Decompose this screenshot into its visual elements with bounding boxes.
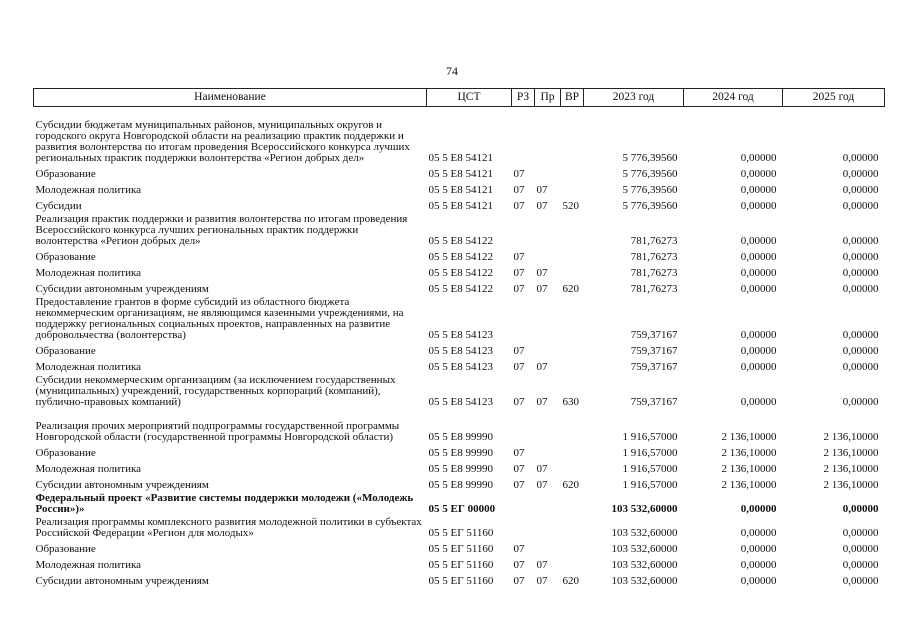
row-name: Образование	[35, 447, 96, 459]
row-value-2023: 759,37167	[630, 361, 678, 373]
table-row	[34, 475, 885, 491]
row-value-2023: 781,76273	[630, 235, 678, 247]
row-rz: 07	[513, 543, 525, 555]
row-rz: 07	[513, 283, 525, 295]
row-value-2023: 759,37167	[630, 345, 678, 357]
row-value-2023: 781,76273	[630, 283, 678, 295]
row-vr	[561, 263, 584, 279]
row-rz: 07	[513, 361, 525, 373]
row-cst: 05 5 Е8 54122	[428, 267, 493, 279]
row-name: Образование	[35, 543, 96, 555]
row-name: Субсидии автономным учреждениям	[35, 479, 209, 491]
row-pr: 07	[536, 559, 548, 571]
row-pr: 07	[536, 267, 548, 279]
row-rz	[512, 107, 535, 165]
row-value-2024: 2 136,10000	[721, 463, 777, 475]
row-rz: 07	[513, 200, 525, 212]
row-rz	[512, 295, 535, 341]
row-value-2025: 0,00000	[842, 329, 879, 341]
header-name: Наименование	[34, 89, 427, 107]
row-cst: 05 5 ЕГ 51160	[428, 575, 494, 587]
row-vr: 630	[562, 396, 579, 408]
row-value-2023: 5 776,39560	[622, 168, 678, 180]
row-vr	[561, 459, 584, 475]
row-cst: 05 5 Е8 99990	[428, 431, 493, 443]
row-value-2023: 5 776,39560	[622, 152, 678, 164]
row-value-2025: 0,00000	[842, 200, 879, 212]
row-rz	[512, 491, 535, 515]
table-row	[34, 196, 885, 212]
row-cst: 05 5 Е8 54122	[428, 283, 493, 295]
budget-table	[33, 88, 885, 587]
table-row	[34, 107, 885, 165]
row-cst: 05 5 Е8 54122	[428, 251, 493, 263]
row-value-2025: 0,00000	[842, 267, 879, 279]
row-value-2023: 1 916,57000	[622, 479, 678, 491]
header-vr: ВР	[561, 89, 584, 107]
row-cst: 05 5 Е8 54121	[428, 200, 493, 212]
row-value-2024: 0,00000	[740, 200, 777, 212]
row-rz: 07	[513, 345, 525, 357]
row-pr: 07	[536, 396, 548, 408]
row-pr: 07	[536, 361, 548, 373]
row-name: Реализация практик поддержки и развития волонтерства по итогам проведения Всероссийского конкурса лучших региональных практик поддержки волонтерства «Регион добрых дел»	[35, 213, 408, 247]
row-cst: 05 5 Е8 54122	[428, 235, 493, 247]
row-value-2025: 2 136,10000	[823, 431, 879, 443]
row-vr	[561, 295, 584, 341]
row-value-2023: 103 532,60000	[611, 503, 678, 515]
table-row	[34, 341, 885, 357]
row-value-2024: 0,00000	[740, 329, 777, 341]
row-vr	[561, 212, 584, 247]
table-row	[34, 247, 885, 263]
row-rz: 07	[513, 184, 525, 196]
table-row	[34, 263, 885, 279]
row-pr	[535, 247, 561, 263]
header-2024: 2024 год	[684, 89, 783, 107]
row-pr	[535, 107, 561, 165]
row-pr: 07	[536, 200, 548, 212]
row-value-2024: 0,00000	[740, 235, 777, 247]
row-pr: 07	[536, 463, 548, 475]
table-row	[34, 408, 885, 443]
row-value-2024: 0,00000	[740, 527, 777, 539]
row-value-2023: 1 916,57000	[622, 463, 678, 475]
row-cst: 05 5 ЕГ 51160	[428, 543, 494, 555]
row-vr	[561, 408, 584, 443]
row-name: Молодежная политика	[35, 267, 142, 279]
row-cst: 05 5 Е8 54123	[428, 345, 493, 357]
row-value-2023: 781,76273	[630, 267, 678, 279]
row-value-2024: 0,00000	[740, 396, 777, 408]
row-name: Молодежная политика	[35, 184, 142, 196]
row-value-2025: 0,00000	[842, 345, 879, 357]
row-name: Субсидии бюджетам муниципальных районов, муниципальных округов и городского округа Новгородской области на реализацию практик поддержки и развития волонтерства по итогам проведения Всероссийского конкурса лучших региональных практик поддержки волонтерства «Регион добрых дел»	[35, 119, 410, 164]
row-vr: 620	[562, 283, 579, 295]
row-value-2024: 0,00000	[740, 361, 777, 373]
row-rz: 07	[513, 267, 525, 279]
row-value-2025: 2 136,10000	[823, 447, 879, 459]
row-value-2024: 2 136,10000	[721, 479, 777, 491]
row-name: Субсидии автономным учреждениям	[35, 283, 209, 295]
row-rz: 07	[513, 251, 525, 263]
header-row	[34, 89, 885, 107]
row-value-2023: 1 916,57000	[622, 447, 678, 459]
table-row	[34, 571, 885, 587]
header-2025: 2025 год	[783, 89, 885, 107]
row-name: Федеральный проект «Развитие системы поддержки молодежи («Молодежь России»)»	[35, 492, 414, 515]
row-vr: 620	[562, 479, 579, 491]
row-name: Молодежная политика	[35, 463, 142, 475]
row-value-2024: 0,00000	[740, 575, 777, 587]
row-value-2025: 0,00000	[842, 235, 879, 247]
row-vr	[561, 341, 584, 357]
row-cst: 05 5 Е8 99990	[428, 479, 493, 491]
row-value-2023: 759,37167	[630, 396, 678, 408]
header-rz: РЗ	[512, 89, 535, 107]
row-pr	[535, 341, 561, 357]
row-pr	[535, 539, 561, 555]
row-value-2025: 0,00000	[842, 527, 879, 539]
row-value-2024: 0,00000	[740, 503, 777, 515]
row-cst: 05 5 ЕГ 00000	[428, 503, 496, 515]
row-name: Реализация программы комплексного развития молодежной политики в субъектах Российской Федерации «Регион для молодых»	[35, 516, 422, 539]
row-value-2023: 103 532,60000	[611, 559, 678, 571]
row-vr	[561, 555, 584, 571]
row-value-2025: 0,00000	[842, 361, 879, 373]
row-vr: 620	[562, 575, 579, 587]
row-name: Образование	[35, 251, 96, 263]
row-cst: 05 5 Е8 54121	[428, 152, 493, 164]
table-row	[34, 164, 885, 180]
header-pr: Пр	[535, 89, 561, 107]
row-vr: 520	[562, 200, 579, 212]
row-pr	[535, 164, 561, 180]
table-row	[34, 180, 885, 196]
row-vr	[561, 164, 584, 180]
row-name: Субсидии	[35, 200, 82, 212]
table-row	[34, 459, 885, 475]
row-rz	[512, 515, 535, 539]
row-value-2024: 0,00000	[740, 543, 777, 555]
row-value-2024: 0,00000	[740, 283, 777, 295]
row-name: Субсидии некоммерческим организациям (за исключением государственных (муниципальных) учреждений, государственных корпораций (компаний), публично-правовых компаний)	[35, 374, 396, 408]
row-cst: 05 5 Е8 54121	[428, 168, 493, 180]
row-vr	[561, 491, 584, 515]
table-row	[34, 212, 885, 247]
row-cst: 05 5 ЕГ 51160	[428, 527, 494, 539]
table-row	[34, 555, 885, 571]
row-value-2025: 2 136,10000	[823, 463, 879, 475]
row-rz: 07	[513, 168, 525, 180]
row-pr	[535, 408, 561, 443]
row-vr	[561, 180, 584, 196]
header-2023: 2023 год	[584, 89, 684, 107]
row-cst: 05 5 Е8 54121	[428, 184, 493, 196]
row-pr: 07	[536, 575, 548, 587]
row-vr	[561, 247, 584, 263]
row-value-2025: 0,00000	[842, 543, 879, 555]
row-name: Субсидии автономным учреждениям	[35, 575, 209, 587]
row-value-2024: 2 136,10000	[721, 447, 777, 459]
row-value-2023: 103 532,60000	[611, 543, 678, 555]
row-value-2023: 5 776,39560	[622, 200, 678, 212]
row-vr	[561, 443, 584, 459]
row-pr: 07	[536, 479, 548, 491]
row-cst: 05 5 Е8 54123	[428, 329, 493, 341]
row-value-2024: 0,00000	[740, 267, 777, 279]
row-value-2023: 103 532,60000	[611, 575, 678, 587]
row-value-2025: 0,00000	[842, 396, 879, 408]
row-pr	[535, 491, 561, 515]
row-name: Молодежная политика	[35, 361, 142, 373]
row-value-2024: 0,00000	[740, 345, 777, 357]
row-vr	[561, 539, 584, 555]
row-value-2025: 0,00000	[842, 251, 879, 263]
row-value-2024: 0,00000	[740, 251, 777, 263]
row-value-2023: 759,37167	[630, 329, 678, 341]
header-cst: ЦСТ	[427, 89, 512, 107]
row-rz: 07	[513, 479, 525, 491]
row-value-2024: 0,00000	[740, 559, 777, 571]
row-value-2023: 781,76273	[630, 251, 678, 263]
table-row	[34, 491, 885, 515]
row-value-2025: 0,00000	[842, 152, 879, 164]
row-pr	[535, 515, 561, 539]
row-rz	[512, 408, 535, 443]
table-row	[34, 539, 885, 555]
row-value-2025: 0,00000	[842, 575, 879, 587]
row-name: Образование	[35, 168, 96, 180]
row-value-2024: 2 136,10000	[721, 431, 777, 443]
row-cst: 05 5 Е8 99990	[428, 463, 493, 475]
row-value-2023: 1 916,57000	[622, 431, 678, 443]
row-pr	[535, 295, 561, 341]
row-rz: 07	[513, 559, 525, 571]
row-value-2025: 0,00000	[842, 559, 879, 571]
row-cst: 05 5 Е8 54123	[428, 361, 493, 373]
row-name: Реализация прочих мероприятий подпрограммы государственной программы Новгородской области (государственной программы Новгородской области)	[35, 420, 400, 443]
table-row	[34, 357, 885, 373]
table-body	[34, 107, 885, 588]
row-cst: 05 5 ЕГ 51160	[428, 559, 494, 571]
row-cst: 05 5 Е8 99990	[428, 447, 493, 459]
row-value-2025: 0,00000	[842, 184, 879, 196]
row-pr	[535, 212, 561, 247]
row-rz	[512, 212, 535, 247]
row-rz: 07	[513, 463, 525, 475]
row-value-2023: 103 532,60000	[611, 527, 678, 539]
row-value-2024: 0,00000	[740, 152, 777, 164]
row-value-2025: 2 136,10000	[823, 479, 879, 491]
row-rz: 07	[513, 575, 525, 587]
row-pr	[535, 443, 561, 459]
table-row	[34, 279, 885, 295]
row-pr: 07	[536, 184, 548, 196]
row-value-2024: 0,00000	[740, 168, 777, 180]
table-row	[34, 515, 885, 539]
row-vr	[561, 357, 584, 373]
row-name: Образование	[35, 345, 96, 357]
row-value-2023: 5 776,39560	[622, 184, 678, 196]
row-vr	[561, 515, 584, 539]
table-row	[34, 443, 885, 459]
row-cst: 05 5 Е8 54123	[428, 396, 493, 408]
row-vr	[561, 107, 584, 165]
row-rz: 07	[513, 396, 525, 408]
row-value-2025: 0,00000	[842, 283, 879, 295]
row-name: Предоставление грантов в форме субсидий из областного бюджета некоммерческим организациям, не являющимся казенными учреждениями, на поддержку региональных социальных проектов, направленных на развитие добровольчества (волонтерства)	[35, 296, 404, 341]
table-row	[34, 373, 885, 408]
row-rz: 07	[513, 447, 525, 459]
row-value-2024: 0,00000	[740, 184, 777, 196]
row-value-2025: 0,00000	[842, 503, 879, 515]
row-value-2025: 0,00000	[842, 168, 879, 180]
table-row	[34, 295, 885, 341]
row-pr: 07	[536, 283, 548, 295]
page-number: 74	[446, 64, 458, 78]
row-name: Молодежная политика	[35, 559, 142, 571]
